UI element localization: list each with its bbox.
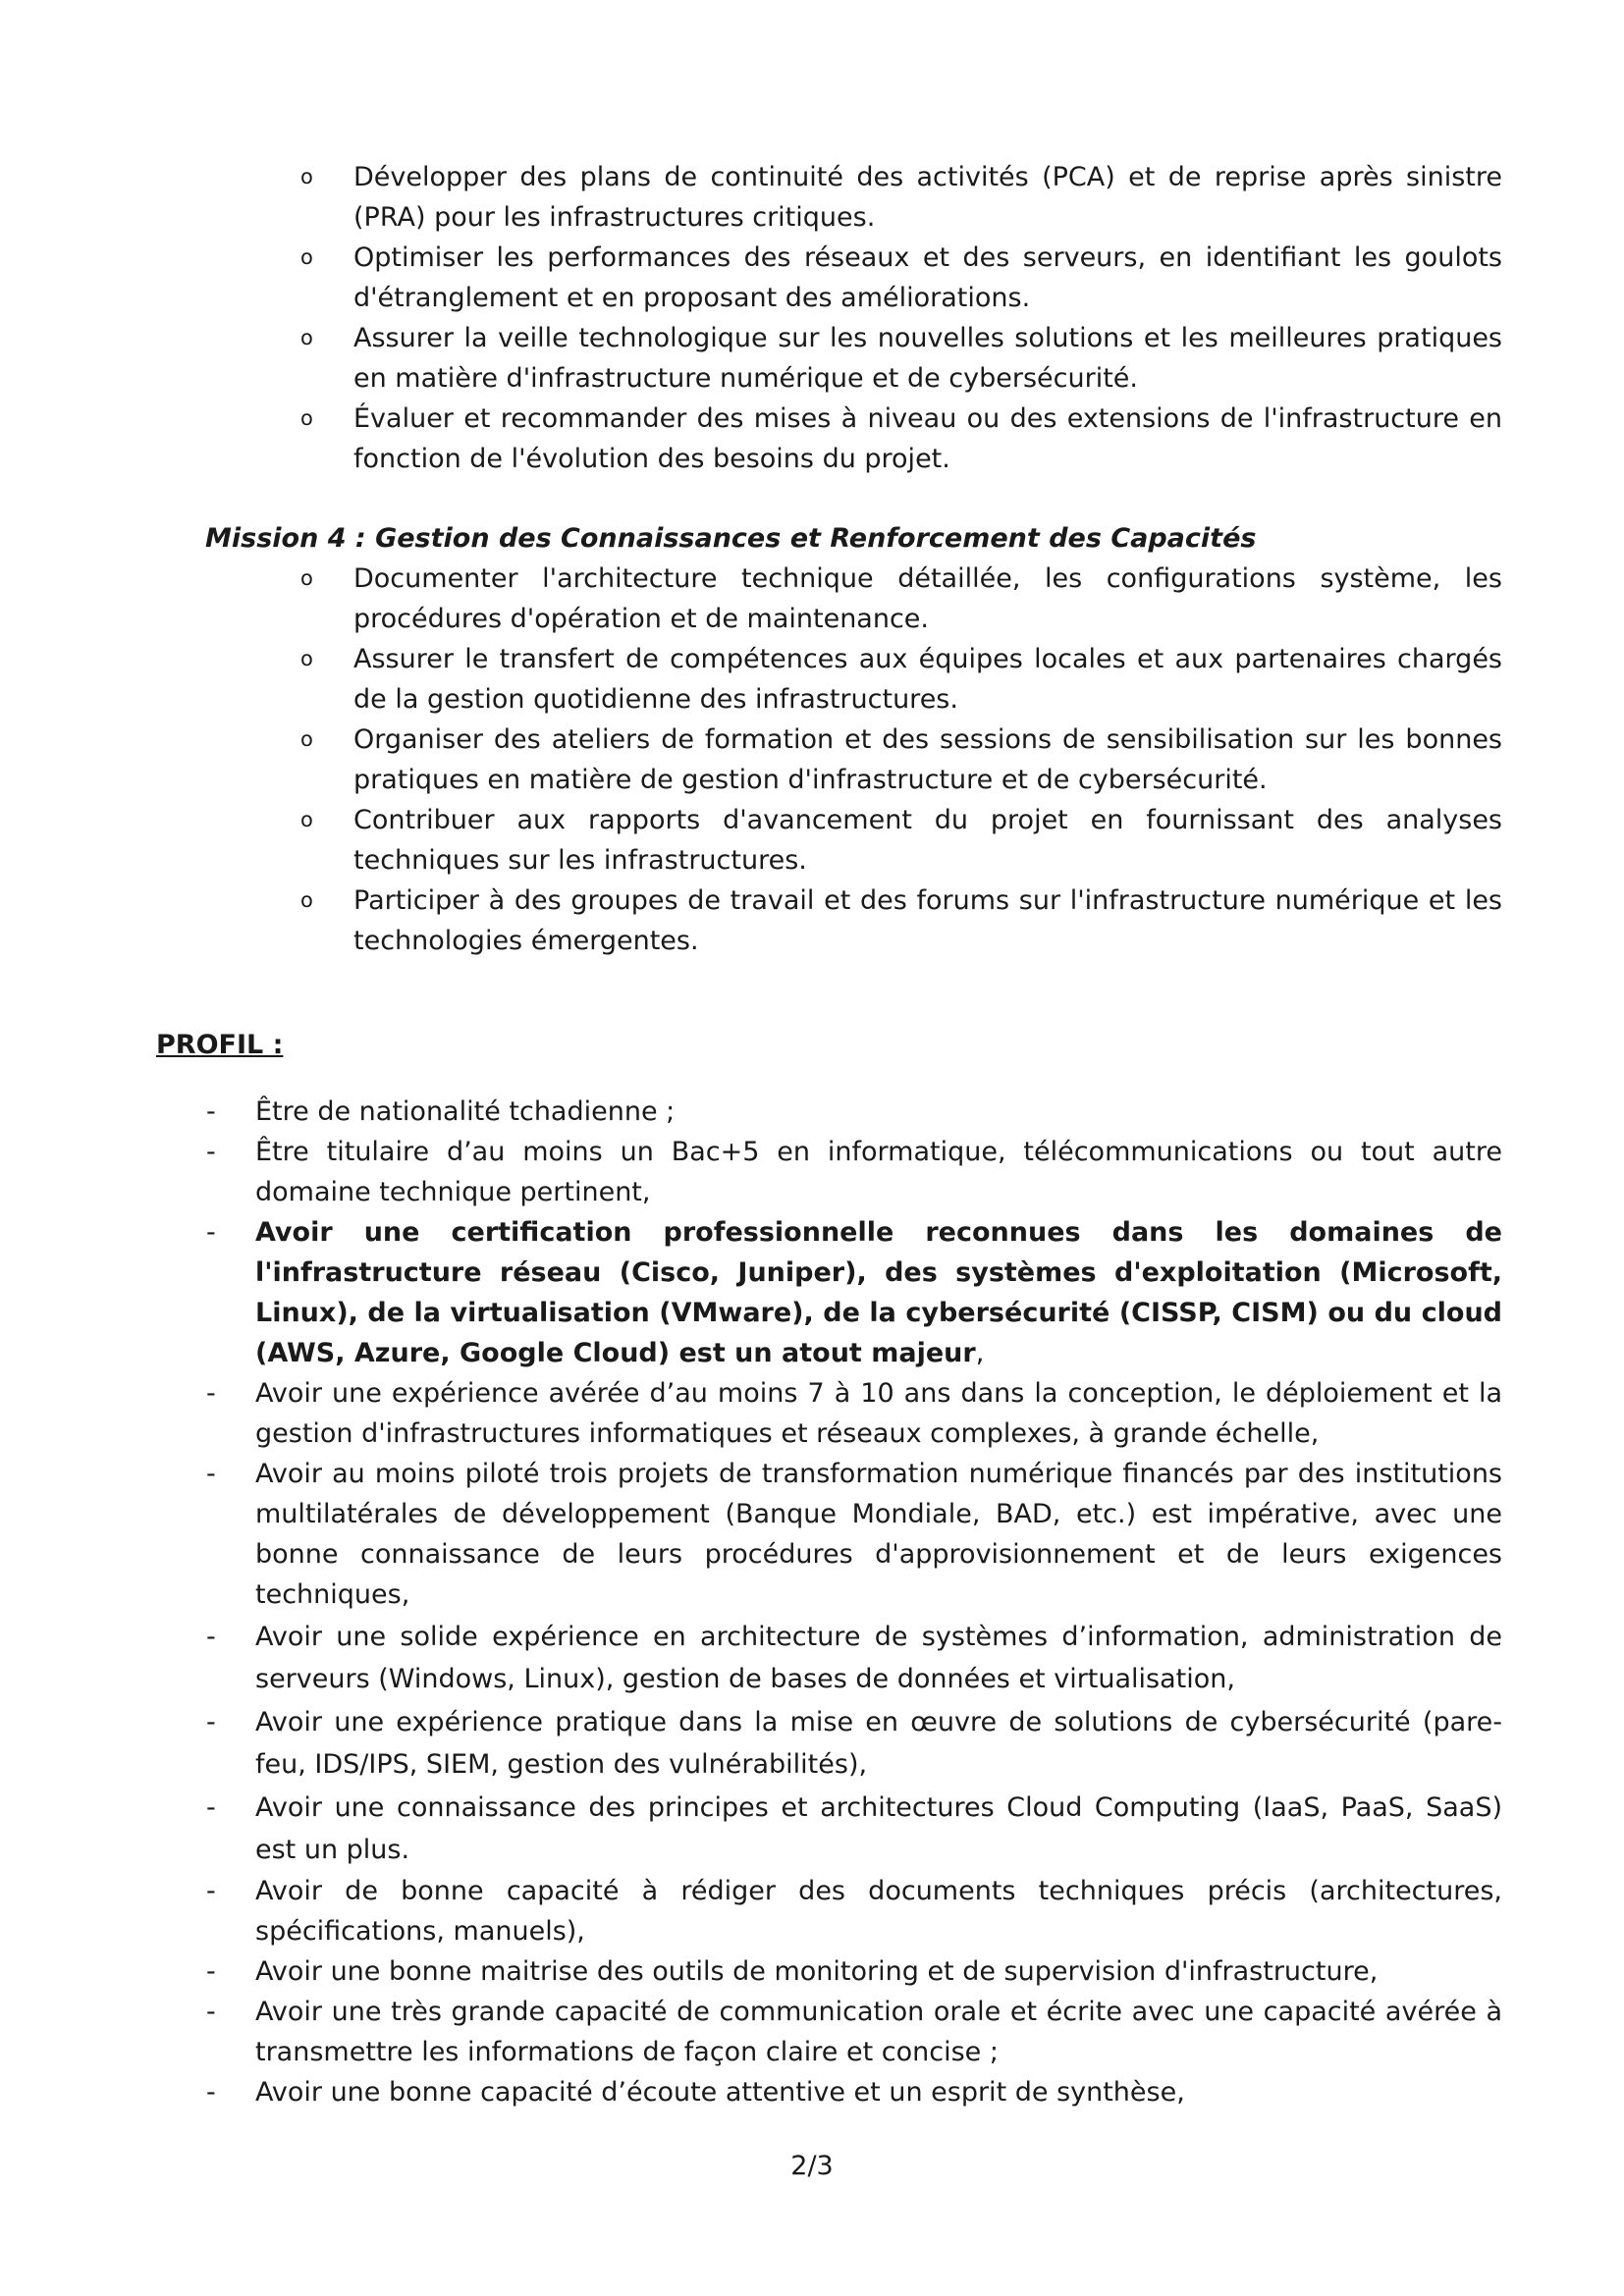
list-item <box>206 1373 1502 1454</box>
dash-icon: - <box>206 1096 216 1127</box>
list-item <box>206 1787 1502 1871</box>
dash-icon: - <box>206 1997 216 2027</box>
dash-icon: - <box>206 1956 216 1987</box>
list-item-text: Avoir une bonne maitrise des outils de monitoring et de supervision d'infrastructure, <box>255 1956 1379 1987</box>
list-item-text: Assurer le transfert de compétences aux équipes locales et aux partenaires chargés de la gestion quotidienne des infrastructures. <box>353 644 1502 715</box>
list-item <box>300 639 1502 720</box>
list-item <box>206 1616 1502 1700</box>
dash-icon: - <box>206 1378 216 1409</box>
list-item-suffix: , <box>975 1338 985 1368</box>
bullet-icon: o <box>300 808 313 831</box>
dash-icon: - <box>206 1137 216 1167</box>
dash-icon: - <box>206 1707 216 1737</box>
profil-heading: PROFIL : <box>156 1030 284 1060</box>
list-item <box>206 1454 1502 1615</box>
profil-dash-list <box>206 1092 1502 2112</box>
list-item <box>300 157 1502 238</box>
bullet-icon: o <box>300 245 313 269</box>
mission-4-bullet-list <box>300 559 1502 961</box>
dash-icon: - <box>206 1622 216 1652</box>
page-number: 2/3 <box>790 2151 834 2181</box>
list-item-text: Optimiser les performances des réseaux et des serveurs, en identifiant les goulots d'étranglement et en proposant des améliorations. <box>353 242 1502 313</box>
bullet-icon: o <box>300 566 313 590</box>
dash-icon: - <box>206 1459 216 1489</box>
list-item-text: Avoir une expérience pratique dans la mise en œuvre de solutions de cybersécurité (pare-feu, IDS/IPS, SIEM, gestion des vulnérabilités), <box>255 1707 1502 1780</box>
list-item <box>300 720 1502 800</box>
list-item-text: Développer des plans de continuité des activités (PCA) et de reprise après sinistre (PRA) pour les infrastructures critiques. <box>353 162 1502 233</box>
list-item <box>206 1701 1502 1786</box>
list-item <box>206 1871 1502 1951</box>
list-item-text: Participer à des groupes de travail et des forums sur l'infrastructure numérique et les technologies émergentes. <box>353 885 1502 956</box>
list-item <box>300 800 1502 881</box>
list-item <box>300 238 1502 318</box>
dash-icon: - <box>206 2077 216 2108</box>
list-item-text: Évaluer et recommander des mises à niveau ou des extensions de l'infrastructure en fonction de l'évolution des besoins du projet. <box>353 403 1502 474</box>
list-item <box>206 1992 1502 2072</box>
list-item-text: Assurer la veille technologique sur les nouvelles solutions et les meilleures pratiques en matière d'infrastructure numérique et de cybersécurité. <box>353 323 1502 394</box>
dash-icon: - <box>206 1876 216 1906</box>
list-item-text: Avoir au moins piloté trois projets de transformation numérique financés par des institutions multilatérales de développement (Banque Mondiale, BAD, etc.) est impérative, avec une bonne connaissance de leurs procédures d'approvisionnement et de leurs exigences techniques, <box>255 1459 1502 1610</box>
list-item-text: Avoir une très grande capacité de communication orale et écrite avec une capacité avérée à transmettre les informations de façon claire et concise ; <box>255 1997 1502 2067</box>
bullet-icon: o <box>300 888 313 912</box>
list-item-text: Être titulaire d’au moins un Bac+5 en informatique, télécommunications ou tout autre domaine technique pertinent, <box>255 1137 1502 1207</box>
list-item-text: Documenter l'architecture technique détaillée, les configurations système, les procédures d'opération et de maintenance. <box>353 563 1502 634</box>
bullet-icon: o <box>300 326 313 349</box>
bullet-icon: o <box>300 165 313 188</box>
top-bullet-list <box>300 157 1502 479</box>
list-item-text: Avoir une certification professionnelle reconnues dans les domaines de l'infrastructure réseau (Cisco, Juniper), des systèmes d'exploitation (Microsoft, Linux), de la virtualisation (VMware), de la cybersécurité (CISSP, CISM) ou du cloud (AWS, Azure, Google Cloud) est un atout majeur <box>255 1217 1502 1368</box>
list-item-text: Avoir une expérience avérée d’au moins 7 à 10 ans dans la conception, le déploiement et la gestion d'infrastructures informatiques et réseaux complexes, à grande échelle, <box>255 1378 1502 1449</box>
dash-icon: - <box>206 1792 216 1823</box>
list-item <box>300 881 1502 961</box>
bullet-icon: o <box>300 647 313 670</box>
list-item <box>300 318 1502 399</box>
list-item-text: Avoir une bonne capacité d’écoute attentive et un esprit de synthèse, <box>255 2077 1185 2108</box>
dash-icon: - <box>206 1217 216 1248</box>
list-item <box>206 1212 1502 1373</box>
list-item <box>206 1132 1502 1212</box>
list-item-text: Avoir une connaissance des principes et architectures Cloud Computing (IaaS, PaaS, SaaS) est un plus. <box>255 1792 1502 1865</box>
list-item-text: Avoir une solide expérience en architecture de systèmes d’information, administration de serveurs (Windows, Linux), gestion de bases de données et virtualisation, <box>255 1622 1502 1694</box>
list-item <box>206 2072 1502 2112</box>
bullet-icon: o <box>300 406 313 430</box>
list-item <box>300 559 1502 639</box>
list-item <box>206 1092 1502 1132</box>
mission-4-heading: Mission 4 : Gestion des Connaissances et Renforcement des Capacités <box>205 523 1257 554</box>
list-item-text: Contribuer aux rapports d'avancement du projet en fournissant des analyses techniques sur les infrastructures. <box>353 805 1502 876</box>
list-item-text: Avoir de bonne capacité à rédiger des documents techniques précis (architectures, spécifications, manuels), <box>255 1876 1502 1947</box>
list-item <box>300 399 1502 479</box>
bullet-icon: o <box>300 727 313 751</box>
list-item-text: Organiser des ateliers de formation et des sessions de sensibilisation sur les bonnes pratiques en matière de gestion d'infrastructure et de cybersécurité. <box>353 724 1502 795</box>
list-item <box>206 1951 1502 1992</box>
list-item-text: Être de nationalité tchadienne ; <box>255 1096 676 1127</box>
